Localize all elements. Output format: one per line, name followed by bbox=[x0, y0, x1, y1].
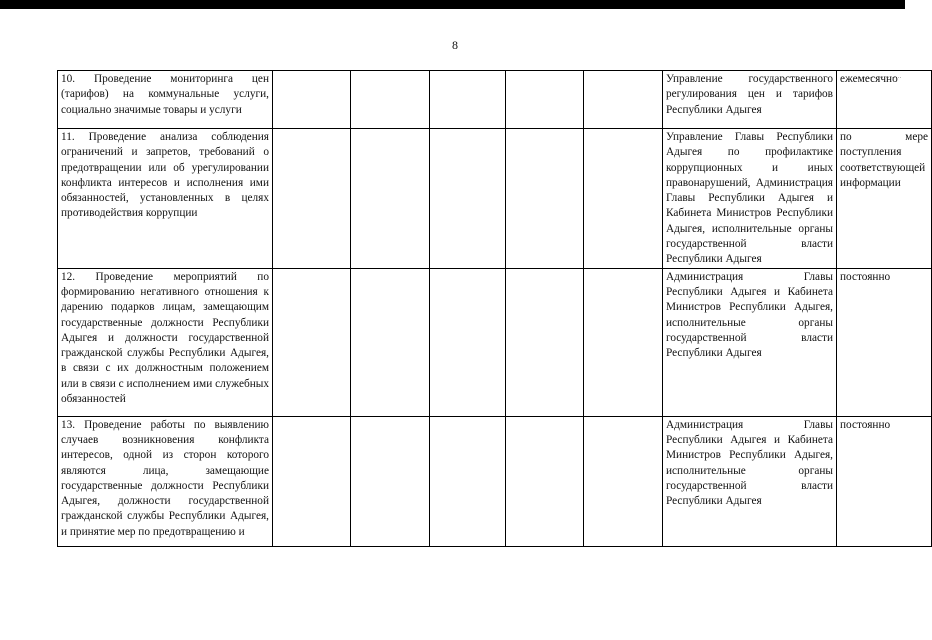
empty-cell bbox=[430, 268, 506, 416]
empty-cell bbox=[506, 129, 584, 269]
empty-cell bbox=[584, 268, 663, 416]
empty-cell bbox=[351, 129, 430, 269]
executor-cell: Управление Главы Республики Адыгея по профилактике коррупционных и иных правонарушений, Администрация Главы Республики Адыгея и Кабинета Министров Республики Адыгея, исполнительные органы государственной власти Республики Адыгея bbox=[663, 129, 837, 269]
executor-cell: Администрация Главы Республики Адыгея и Кабинета Министров Республики Адыгея, исполнительные органы государственной власти Республики Адыгея bbox=[663, 268, 837, 416]
empty-cell bbox=[506, 268, 584, 416]
empty-cell bbox=[430, 416, 506, 546]
page-number: 8 bbox=[452, 38, 458, 52]
empty-cell bbox=[506, 71, 584, 129]
empty-cell bbox=[351, 71, 430, 129]
measure-cell: 11. Проведение анализа соблюдения ограничений и запретов, требований о предотвращении или об урегулировании конфликта интересов и исполнения ими обязанностей, установленных в целях противодействия коррупции bbox=[58, 129, 273, 269]
empty-cell bbox=[506, 416, 584, 546]
empty-cell bbox=[584, 129, 663, 269]
empty-cell bbox=[584, 71, 663, 129]
empty-cell bbox=[430, 129, 506, 269]
empty-cell bbox=[430, 71, 506, 129]
empty-cell bbox=[351, 416, 430, 546]
empty-cell bbox=[273, 416, 351, 546]
empty-cell bbox=[584, 416, 663, 546]
measure-cell: 10. Проведение мониторинга цен (тарифов) на коммунальные услуги, социально значимые товары и услуги bbox=[58, 71, 273, 129]
measure-cell: 12. Проведение мероприятий по формированию негативного отношения к дарению подарков лицам, замещающим государственные должности Республики Адыгея и должности государственной гражданской службы Республики Адыгея, в связи с их должностным положением или в связи с исполнением ими служебных обязанностей bbox=[58, 268, 273, 416]
top-border-bar bbox=[0, 0, 905, 9]
executor-cell: Управление государственного регулирования цен и тарифов Республики Адыгея bbox=[663, 71, 837, 129]
deadline-cell: по мере поступления соответствующей информации bbox=[837, 129, 932, 269]
table-row bbox=[58, 268, 932, 416]
table-row bbox=[58, 71, 932, 129]
deadline-cell: ежемесячно bbox=[837, 71, 932, 129]
empty-cell bbox=[273, 268, 351, 416]
empty-cell bbox=[351, 268, 430, 416]
empty-cell bbox=[273, 71, 351, 129]
measures-table bbox=[57, 70, 932, 547]
deadline-cell: постоянно bbox=[837, 268, 932, 416]
table-row bbox=[58, 129, 932, 269]
deadline-cell: постоянно bbox=[837, 416, 932, 546]
empty-cell bbox=[273, 129, 351, 269]
measure-cell: 13. Проведение работы по выявлению случаев возникновения конфликта интересов, одной из сторон которого являются лица, замещающие государственные должности Республики Адыгея, должности государственной гражданской службы Республики Адыгея, и принятие мер по предотвращению и bbox=[58, 416, 273, 546]
executor-cell: Администрация Главы Республики Адыгея и Кабинета Министров Республики Адыгея, исполнительные органы государственной власти Республики Адыгея bbox=[663, 416, 837, 546]
table-row bbox=[58, 416, 932, 546]
